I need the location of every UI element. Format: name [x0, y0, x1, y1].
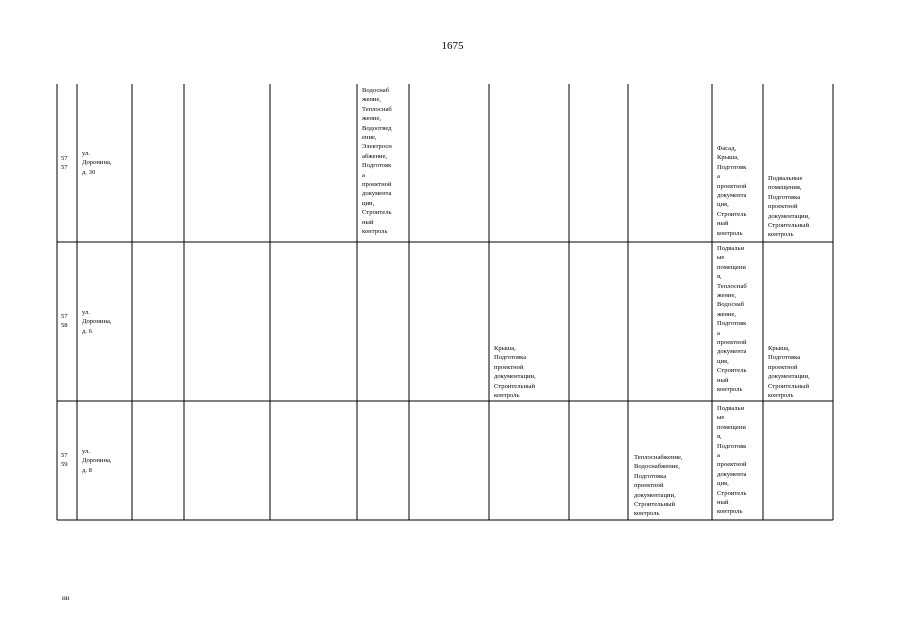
- row-3-address: ул. Доронина, д. 8: [82, 448, 112, 474]
- row-2-address: ул. Доронина, д. 6: [82, 309, 112, 335]
- footer-mark: нн: [62, 594, 70, 602]
- row-1-facade-cell: Фасад, Крыша, Подготовк а проектной документа ция, Строитель ный контроль: [717, 145, 747, 237]
- row-2-roof-cell: Крыша, Подготовка проектной документации, Строительный контроль: [494, 345, 536, 400]
- row-3-number: 57 59: [61, 452, 68, 469]
- row-2-number: 57 58: [61, 313, 68, 330]
- row-1-address: ул. Доронина, д. 30: [82, 150, 112, 176]
- row-1-number: 57 57: [61, 155, 68, 172]
- page-number: 1675: [441, 40, 464, 52]
- row-3-utilities-cell: Теплоснабжение, Водоснабжение, Подготовка проектной документации, Строительный контроль: [634, 454, 683, 518]
- row-1-basement-cell: Подвальные помещения, Подготовка проектной документации, Строительный контроль: [768, 175, 810, 239]
- row-1-utilities-cell: Водоснаб жение, Теплоснаб жение, Водоотвед ение, Электросн абжение, Подготовк а проектной документа ции, Строитель ный контроль: [362, 87, 392, 236]
- row-2-basement-utilities-cell: Подвальн ые помещени я, Теплоснаб жение, Водоснаб жение, Подготовк а проектной документа ция, Строитель ный контроль: [717, 245, 747, 394]
- row-2-roof-cell-2: Крыша, Подготовка проектной документации, Строительный контроль: [768, 345, 810, 400]
- row-3-basement-cell: Подвальн ые помещени я, Подготовк а проектной документа ция, Строитель ный контроль: [717, 405, 747, 516]
